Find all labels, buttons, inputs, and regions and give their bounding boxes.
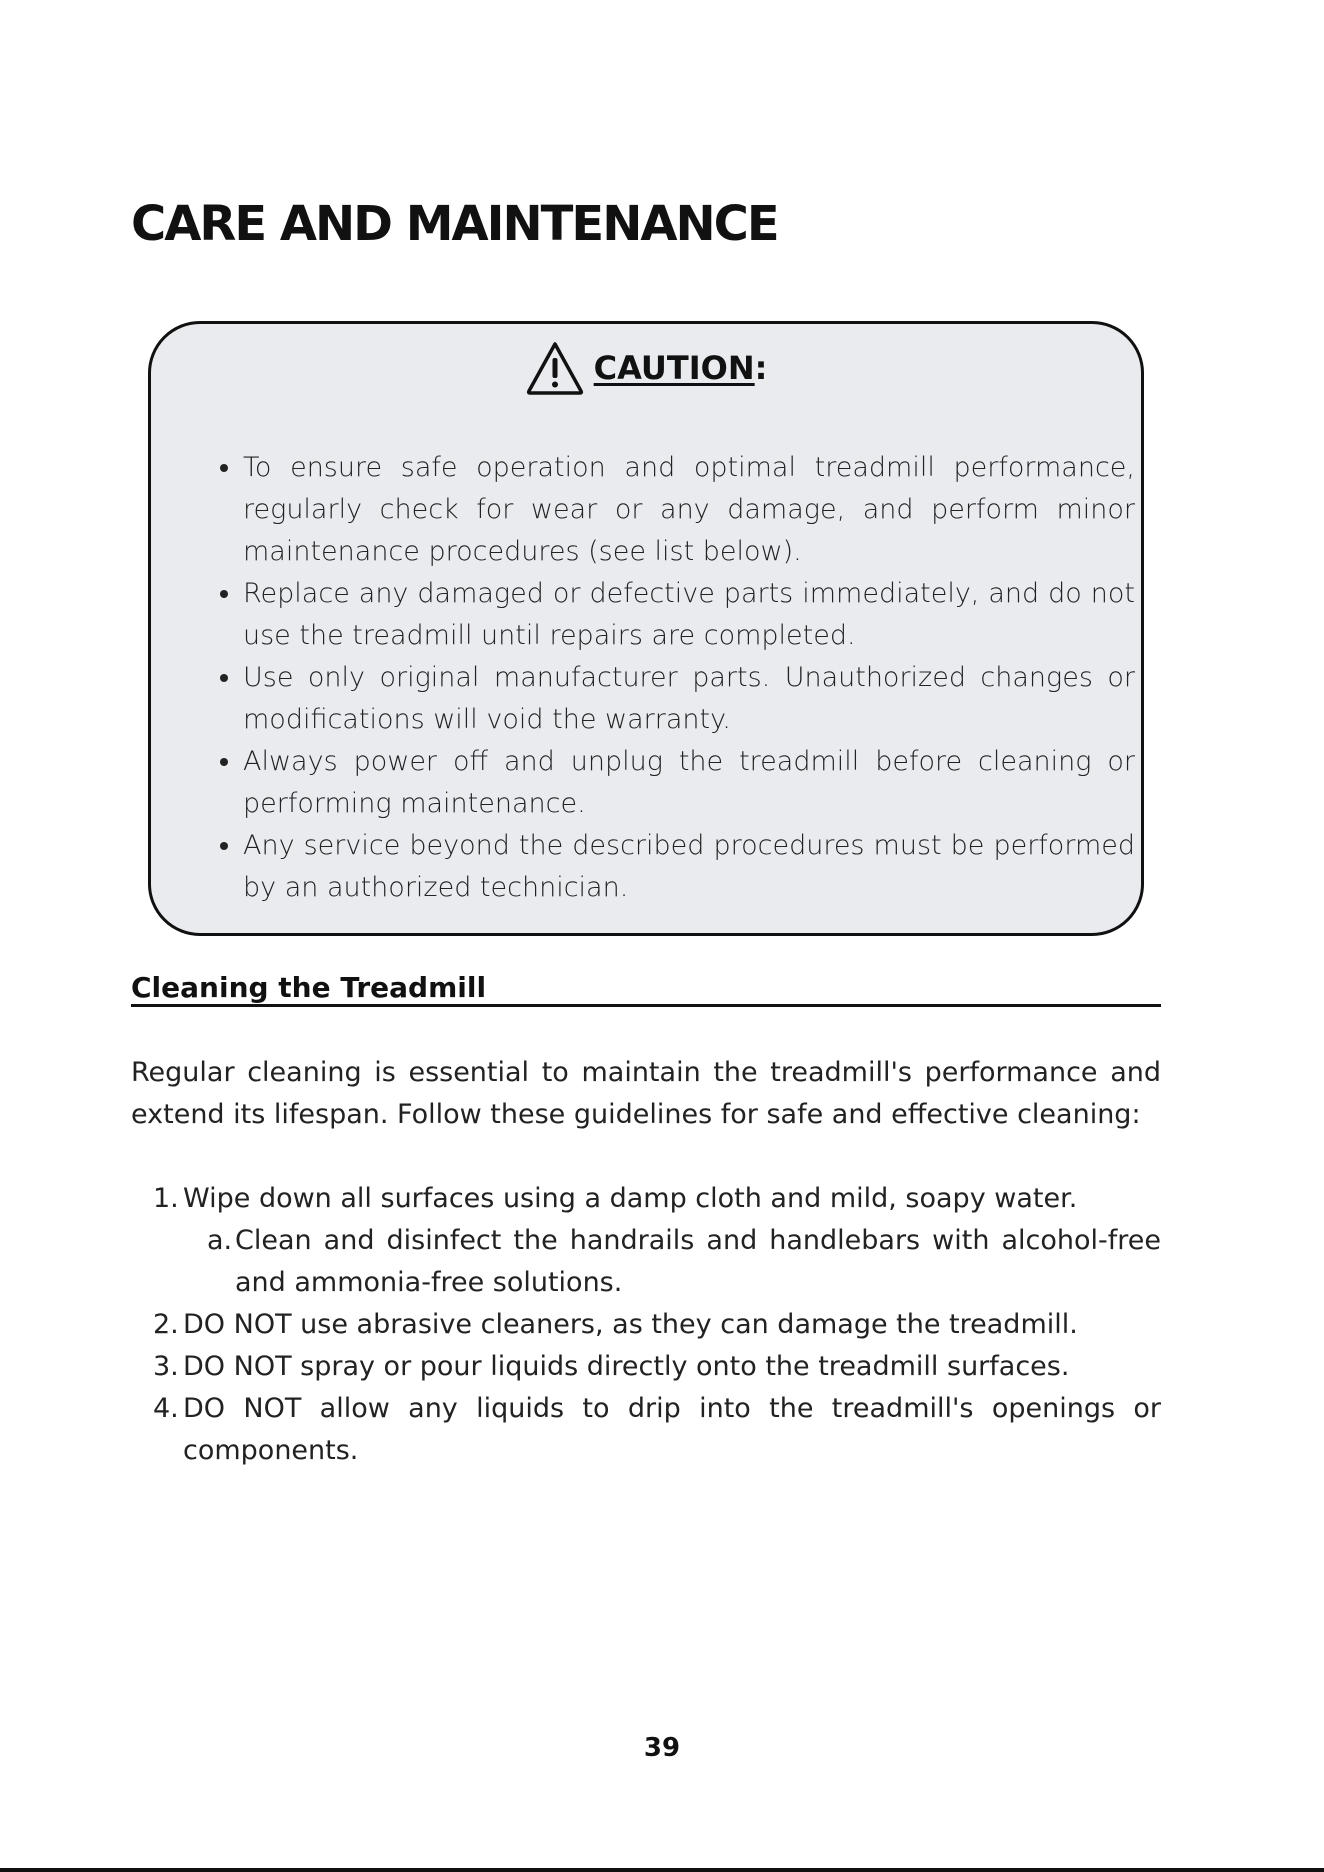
intro-paragraph: Regular cleaning is essential to maintain the treadmill's performance and extend its lifespan. Follow these guidelines for safe and effective cleaning: — [131, 1057, 1161, 1130]
page-title: CARE AND MAINTENANCE — [131, 196, 778, 252]
substep-letter: a. — [207, 1225, 233, 1256]
caution-list — [209, 447, 1135, 909]
cleaning-steps — [131, 1178, 1161, 1472]
step-item — [131, 1388, 1161, 1472]
caution-item: • Replace any damaged or defective parts immediately, and do not use the treadmill until repairs are completed. — [243, 573, 1135, 657]
step-number: 4. — [153, 1393, 179, 1424]
step-item — [131, 1346, 1161, 1388]
caution-label: CAUTION: — [593, 349, 768, 387]
page-number: 39 — [643, 1733, 681, 1763]
step-number: 2. — [153, 1309, 179, 1340]
caution-header — [151, 340, 1141, 400]
caution-item: • To ensure safe operation and optimal treadmill performance, regularly check for wear or any damage, and perform minor maintenance procedures (see list below). — [243, 447, 1135, 573]
bottom-rule — [0, 1868, 1324, 1872]
substep-text: Clean and disinfect the handrails and handlebars with alcohol-free and ammonia-free solutions. — [235, 1225, 1161, 1298]
caution-item: • Always power off and unplug the treadmill before cleaning or performing maintenance. — [243, 741, 1135, 825]
step-text: DO NOT use abrasive cleaners, as they can damage the treadmill. — [183, 1309, 1078, 1340]
section-heading: Cleaning the Treadmill — [131, 968, 1161, 1007]
substep-item — [183, 1220, 1161, 1304]
caution-item: • Any service beyond the described procedures must be performed by an authorized technician. — [243, 825, 1135, 909]
step-text: DO NOT allow any liquids to drip into the treadmill's openings or components. — [183, 1393, 1161, 1466]
substeps — [183, 1220, 1161, 1304]
caution-box — [148, 321, 1144, 936]
step-text: DO NOT spray or pour liquids directly onto the treadmill surfaces. — [183, 1351, 1070, 1382]
step-number: 3. — [153, 1351, 179, 1382]
step-item — [131, 1304, 1161, 1346]
step-item — [131, 1178, 1161, 1304]
step-number: 1. — [153, 1183, 179, 1214]
step-text: Wipe down all surfaces using a damp cloth and mild, soapy water. — [183, 1183, 1078, 1214]
caution-item: • Use only original manufacturer parts. Unauthorized changes or modifications will void the warranty. — [243, 657, 1135, 741]
warning-triangle-icon — [525, 340, 585, 396]
